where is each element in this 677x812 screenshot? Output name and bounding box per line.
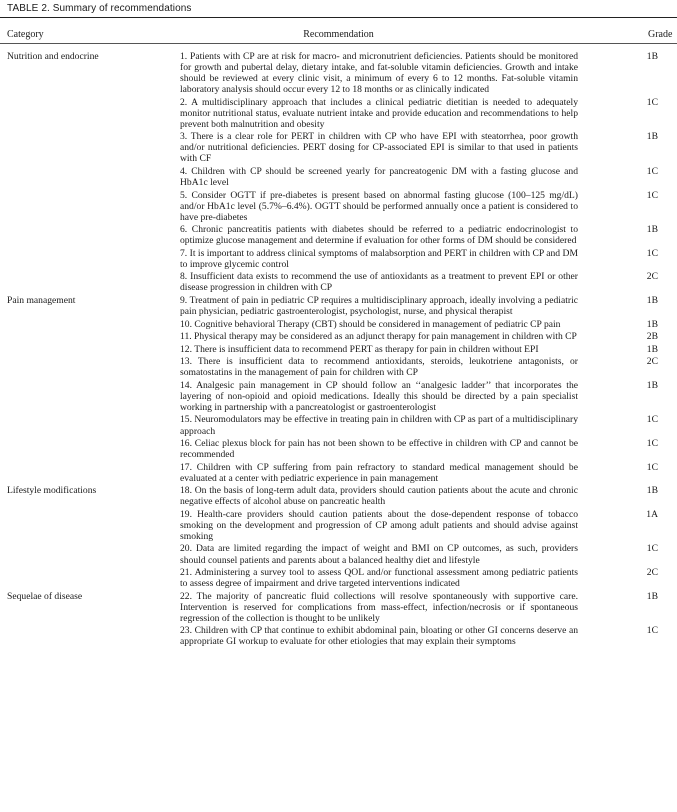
grade-cell: 1B [646, 590, 658, 602]
header-category: Category [7, 29, 44, 40]
table-row [0, 224, 677, 246]
table-body [0, 51, 677, 647]
grade-cell: 1B [646, 51, 658, 62]
grade-cell: 1C [646, 625, 658, 637]
recommendation-cell: 18. On the basis of long-term adult data, providers should caution patients about the acute and chronic negative effects of alcohol abuse on pancreatic health [180, 485, 578, 508]
grade-cell: 2C [646, 567, 658, 579]
recommendation-cell: 14. Analgesic pain management in CP should follow an ‘‘analgesic ladder’’ that incorporates the layering of non-opioid and opioid medications. Ideally this should be directed by a pain specialist working in partnership with a pancreatologist or gastroenterologist [180, 379, 578, 413]
category-cell [0, 380, 180, 413]
table-row [0, 567, 677, 589]
category-cell: Pain management [7, 294, 76, 306]
grade-cell: 1C [646, 438, 658, 450]
table-row [0, 248, 677, 270]
table-row [0, 509, 677, 542]
category-cell [0, 567, 180, 589]
grade-cell: 1B [646, 294, 658, 306]
table-row [0, 331, 677, 342]
recommendation-cell: 23. Children with CP that continue to exhibit abdominal pain, bloating or other GI concerns deserve an appropriate GI workup to evaluate for other etiologies that may explain their symptoms [180, 625, 578, 648]
table-row [0, 131, 677, 164]
category-cell [0, 224, 180, 246]
recommendation-cell: 22. The majority of pancreatic fluid collections will resolve spontaneously with supportive care. Intervention is reserved for complications from mass-effect, infection/necrosis or if spontaneous regression of the collection is thought to be unlikely [180, 590, 578, 624]
grade-cell: 1C [646, 247, 658, 259]
table-row [0, 438, 677, 460]
header-recommendation: Recommendation [303, 29, 374, 40]
table-row [0, 344, 677, 355]
category-cell [0, 248, 180, 270]
grade-cell: 1C [646, 96, 658, 108]
grade-cell: 1C [646, 165, 658, 177]
recommendation-cell: 10. Cognitive behavioral Therapy (CBT) should be considered in management of pediatric CP pain [180, 318, 561, 330]
grade-cell: 1B [646, 485, 658, 497]
category-cell [0, 543, 180, 565]
category-cell [0, 131, 180, 164]
grade-cell: 1B [646, 379, 658, 391]
table-row [0, 97, 677, 130]
table-row [0, 591, 677, 624]
table-row [0, 356, 677, 378]
category-cell: Sequelae of disease [7, 590, 83, 602]
category-cell [0, 190, 180, 223]
table-row [0, 51, 677, 95]
grade-cell: 1B [646, 131, 658, 143]
recommendation-cell: 15. Neuromodulators may be effective in treating pain in children with CP as part of a multidisciplinary approach [180, 414, 578, 437]
recommendation-cell: 19. Health-care providers should caution patients about the dose-dependent response of tobacco smoking on the development and progression of CP among adult patients and should advise against smoking [180, 508, 578, 542]
table-row [0, 295, 677, 317]
recommendation-cell: 1. Patients with CP are at risk for macro- and micronutrient deficiencies. Patients should be monitored for growth and pubertal delay, dietary intake, and fat-soluble vitamin deficiencies. Growth and intake should be reviewed at every clinic visit, a minimum of every 6 to 12 months. Fat-soluble vitamin laboratory analysis should occur every 12 to 18 months or as clinically indicated [180, 51, 578, 96]
table-row [0, 166, 677, 188]
category-cell [0, 414, 180, 436]
table-row [0, 380, 677, 413]
recommendation-cell: 11. Physical therapy may be considered as an adjunct therapy for pain management in children with CP [180, 331, 577, 343]
recommendation-cell: 2. A multidisciplinary approach that includes a clinical pediatric dietitian is needed to adequately monitor nutritional status, evaluate nutrient intake and provide education and recommendations to help prevent both malnutrition and obesity [180, 96, 578, 130]
category-cell [0, 344, 180, 355]
grade-cell: 2C [646, 356, 658, 368]
recommendation-cell: 7. It is important to address clinical symptoms of malabsorption and PERT in children with CP and DM to improve glycemic control [180, 247, 578, 270]
category-cell [0, 331, 180, 342]
recommendation-cell: 9. Treatment of pain in pediatric CP requires a multidisciplinary approach, ideally involving a pediatric pain physician, pediatric gastroenterologist, psychologist, nurse, and physical therapist [180, 294, 578, 318]
grade-cell: 2B [646, 331, 658, 343]
category-cell: Nutrition and endocrine [7, 51, 99, 62]
category-cell [0, 166, 180, 188]
table-row [0, 190, 677, 223]
recommendation-cell: 4. Children with CP should be screened yearly for pancreatogenic DM with a fasting glucose and HbA1c level [180, 165, 578, 189]
table-row [0, 414, 677, 436]
recommendation-cell: 8. Insufficient data exists to recommend the use of antioxidants as a treatment to prevent EPI or other disease progression in children with CP [180, 271, 578, 294]
table-row [0, 625, 677, 647]
table-title: TABLE 2. Summary of recommendations [7, 3, 192, 14]
category-cell: Lifestyle modifications [7, 485, 97, 497]
category-cell [0, 438, 180, 460]
grade-cell: 1B [646, 318, 658, 330]
grade-cell: 1C [646, 414, 658, 426]
grade-cell: 2C [646, 271, 658, 283]
grade-cell: 1B [646, 343, 658, 355]
grade-cell: 1B [646, 224, 658, 236]
table-row [0, 543, 677, 565]
grade-cell: 1C [646, 543, 658, 555]
recommendation-cell: 6. Chronic pancreatitis patients with diabetes should be referred to a pediatric endocrinologist to optimize glucose management and determine if evaluation for other forms of DM should be considered [180, 224, 578, 247]
grade-cell: 1C [646, 461, 658, 473]
category-cell [0, 509, 180, 542]
header-rule [0, 43, 677, 44]
category-cell [0, 356, 180, 378]
category-cell [0, 462, 180, 484]
header-grade: Grade [648, 29, 673, 40]
recommendation-cell: 5. Consider OGTT if pre-diabetes is present based on abnormal fasting glucose (100–125 mg/dL) and/or HbA1c level (5.7%–6.4%). OGTT should be performed annually once a patient is considered to have pre-diabetes [180, 189, 578, 223]
table-top-rule [0, 17, 677, 18]
recommendation-cell: 16. Celiac plexus block for pain has not been shown to be effective in children with CP and cannot be recommended [180, 438, 578, 461]
table-row [0, 319, 677, 330]
category-cell [0, 271, 180, 293]
recommendation-cell: 12. There is insufficient data to recommend PERT as therapy for pain in children without EPI [180, 343, 539, 355]
category-cell [0, 97, 180, 130]
table-row [0, 485, 677, 507]
recommendation-cell: 3. There is a clear role for PERT in children with CP who have EPI with steatorrhea, poor growth and/or nutritional deficiencies. PERT dosing for CP-associated EPI is similar to that used in patients with CF [180, 131, 578, 165]
recommendation-cell: 21. Administering a survey tool to assess QOL and/or functional assessment among pediatric patients to assess degree of impairment and drive targeted interventions indicated [180, 567, 578, 590]
category-cell [0, 625, 180, 647]
category-cell [0, 319, 180, 330]
recommendation-cell: 13. There is insufficient data to recommend antioxidants, steroids, leukotriene antagonists, or somatostatins in the management of pain for children with CP [180, 356, 578, 379]
recommendation-cell: 17. Children with CP suffering from pain refractory to standard medical management should be evaluated at a center with pediatric experience in pain management [180, 461, 578, 484]
grade-cell: 1A [646, 508, 658, 520]
grade-cell: 1C [646, 189, 658, 201]
table-row [0, 271, 677, 293]
recommendation-cell: 20. Data are limited regarding the impact of weight and BMI on CP outcomes, as such, providers should counsel patients and parents about a balanced healthy diet and lifestyle [180, 543, 578, 566]
table-row [0, 462, 677, 484]
